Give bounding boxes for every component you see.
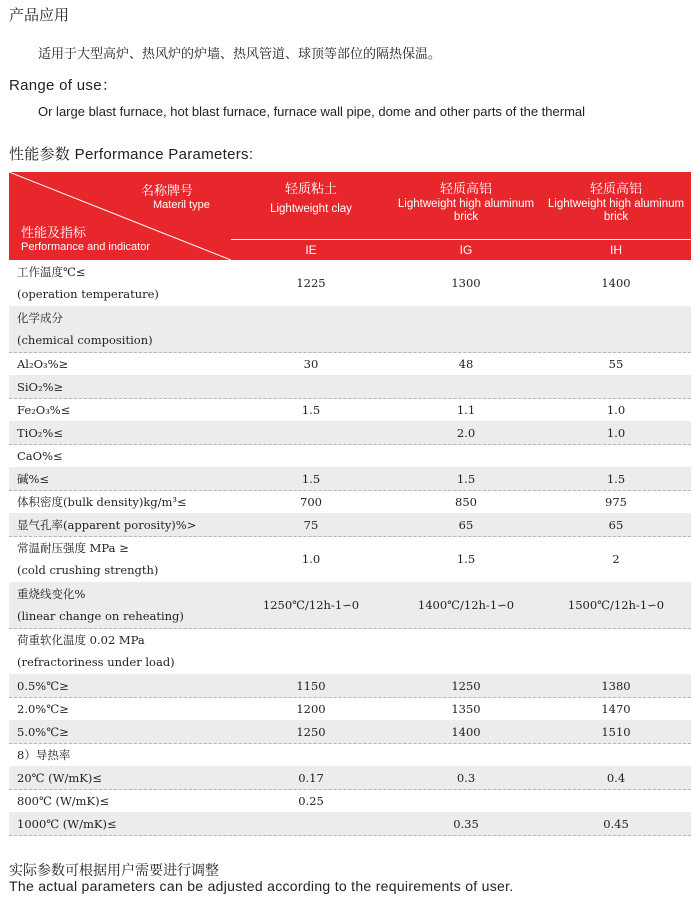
cell-ie: 1250	[296, 724, 326, 739]
cell-ih: 1.5	[606, 471, 626, 486]
cell-ih	[541, 789, 691, 812]
table-row	[9, 467, 691, 491]
cell-ig: 1.1	[456, 402, 476, 417]
cell-ie: 1225	[296, 276, 326, 290]
row-label-en: (cold crushing strength)	[17, 563, 159, 577]
cell-ie: 700	[300, 494, 322, 509]
cell-ie: 0.17	[298, 770, 324, 785]
performance-table	[9, 172, 691, 839]
cell-ig: 0.3	[456, 770, 476, 785]
row-label: 8）导热率	[17, 747, 71, 762]
cell-ig	[391, 628, 541, 674]
table-row	[9, 352, 691, 376]
footer-note-cn: 实际参数可根据用户需要进行调整	[9, 862, 219, 878]
header-code-divider	[231, 239, 691, 240]
header-performance-indicator	[21, 222, 150, 253]
header-material-type-cn: 名称牌号	[141, 183, 194, 198]
cell-ig: 1250	[451, 678, 481, 693]
cell-ih: 1400	[601, 276, 631, 290]
cell-ih: 1510	[601, 724, 631, 739]
footer-note-en: The actual parameters can be adjusted according to the requirements of user.	[9, 878, 514, 894]
application-text-cn: 适用于大型高炉、热风炉的炉墙、热风管道、球顶等部位的隔热保温。	[38, 46, 442, 61]
cell-ih: 65	[608, 517, 624, 532]
cell-ie	[231, 743, 391, 766]
cell-ig: 1.5	[456, 552, 476, 566]
cell-ih	[541, 444, 691, 467]
column-header-ie-en: Lightweight clay	[270, 203, 352, 215]
table-row	[9, 812, 691, 836]
cell-ih	[541, 743, 691, 766]
cell-ih: 1.0	[606, 425, 626, 440]
cell-ie: 1200	[296, 701, 326, 716]
table-row	[9, 674, 691, 698]
cell-ig	[391, 444, 541, 467]
column-header-ih-en: Lightweight high aluminum brick	[547, 198, 685, 223]
table-row	[9, 536, 691, 583]
table-row	[9, 398, 691, 422]
cell-ie: 75	[303, 517, 319, 532]
application-text-en: Or large blast furnace, hot blast furnace, furnace wall pipe, dome and other parts of the thermal	[38, 104, 586, 119]
header-performance-en: Performance and indicator	[21, 241, 151, 253]
cell-ig: 1.5	[456, 471, 476, 486]
column-header-ig	[391, 182, 541, 224]
cell-ig	[391, 743, 541, 766]
column-header-ig-cn: 轻质高铝	[439, 181, 492, 196]
table-row	[9, 375, 691, 399]
table-row	[9, 697, 691, 721]
row-label: 荷重软化温度 0.02 MPa	[17, 633, 145, 647]
cell-ie: 0.25	[298, 793, 324, 808]
table-row	[9, 720, 691, 744]
row-label: SiO₂%≥	[17, 379, 64, 394]
cell-ih: 1470	[601, 701, 631, 716]
row-label: 5.0%℃≥	[17, 724, 69, 739]
row-label-en: (chemical composition)	[17, 333, 153, 347]
cell-ih: 975	[605, 494, 627, 509]
cell-ih: 1380	[601, 678, 631, 693]
cell-ih: 2	[612, 552, 620, 566]
section-title-performance-parameters: 性能参数 Performance Parameters:	[9, 146, 254, 163]
cell-ig: 65	[458, 517, 474, 532]
cell-ih: 1500℃/12h-1∽0	[567, 598, 665, 612]
row-label-en: (operation temperature)	[17, 287, 159, 301]
cell-ie	[231, 444, 391, 467]
cell-ih: 0.4	[606, 770, 626, 785]
cell-ig: 850	[455, 494, 477, 509]
row-label: 1000℃ (W/mK)≤	[17, 816, 117, 831]
cell-ih: 1.0	[606, 402, 626, 417]
cell-ie: 1.5	[301, 471, 321, 486]
table-row	[9, 513, 691, 537]
cell-ih: 0.45	[603, 816, 629, 831]
cell-ig: 1400	[451, 724, 481, 739]
row-label: 2.0%℃≥	[17, 701, 69, 716]
row-label: Al₂O₃%≥	[17, 356, 69, 371]
table-row	[9, 582, 691, 629]
column-code-ie: IE	[305, 243, 317, 257]
table-header	[9, 172, 691, 260]
table-row	[9, 789, 691, 813]
row-label: TiO₂%≤	[17, 425, 63, 440]
cell-ih: 55	[608, 356, 624, 371]
header-material-type-en: Materil type	[153, 199, 210, 211]
cell-ie	[231, 421, 391, 444]
row-label-en: (refractoriness under load)	[17, 655, 175, 669]
table-row	[9, 421, 691, 445]
cell-ig: 1400℃/12h-1∽0	[417, 598, 515, 612]
cell-ig: 1300	[451, 276, 481, 290]
row-label: 化学成分	[17, 311, 63, 325]
column-header-ie	[231, 182, 391, 216]
row-label: 显气孔率(apparent porosity)%>	[17, 517, 197, 532]
cell-ih	[541, 306, 691, 352]
column-code-ig: IG	[459, 243, 473, 257]
cell-ig: 0.35	[453, 816, 479, 831]
cell-ie	[231, 375, 391, 398]
table-row	[9, 490, 691, 514]
column-header-ig-en: Lightweight high aluminum brick	[397, 198, 535, 223]
row-label: 碱%≤	[17, 471, 50, 486]
cell-ih	[541, 628, 691, 674]
cell-ig	[391, 306, 541, 352]
row-label: Fe₂O₃%≤	[17, 402, 71, 417]
row-label: 工作温度℃≤	[17, 265, 86, 279]
cell-ig: 1350	[451, 701, 481, 716]
table-row	[9, 260, 691, 307]
cell-ig	[391, 789, 541, 812]
cell-ie: 30	[303, 356, 319, 371]
row-label: 20℃ (W/mK)≤	[17, 770, 102, 785]
cell-ie: 1250℃/12h-1∽0	[262, 598, 360, 612]
table-row	[9, 743, 691, 767]
header-performance-cn: 性能及指标	[21, 225, 87, 240]
cell-ie: 1150	[296, 678, 326, 693]
cell-ie	[231, 812, 391, 835]
header-material-type	[141, 180, 210, 211]
row-label: 常温耐压强度 MPa ≥	[17, 541, 129, 555]
row-label-en: (linear change on reheating)	[17, 609, 184, 623]
column-header-ih-cn: 轻质高铝	[589, 181, 642, 196]
row-label: 重烧线变化%	[17, 587, 86, 601]
table-row	[9, 306, 691, 353]
row-label: CaO%≤	[17, 448, 63, 463]
row-label: 0.5%℃≥	[17, 678, 69, 693]
table-row	[9, 628, 691, 675]
cell-ig: 48	[458, 356, 474, 371]
cell-ie	[231, 306, 391, 352]
section-title-range-of-use: Range of use：	[9, 77, 118, 94]
cell-ie: 1.5	[301, 402, 321, 417]
cell-ie	[231, 628, 391, 674]
cell-ig: 2.0	[456, 425, 476, 440]
cell-ig	[391, 375, 541, 398]
table-row	[9, 766, 691, 790]
table-row	[9, 444, 691, 468]
row-label: 体积密度(bulk density)kg/m³≤	[17, 494, 187, 509]
column-header-ih	[541, 182, 691, 224]
column-code-ih: IH	[610, 243, 622, 257]
cell-ie: 1.0	[301, 552, 321, 566]
section-title-product-application: 产品应用	[9, 7, 70, 24]
column-header-ie-cn: 轻质粘土	[284, 181, 337, 196]
row-label: 800℃ (W/mK)≤	[17, 793, 110, 808]
cell-ih	[541, 375, 691, 398]
